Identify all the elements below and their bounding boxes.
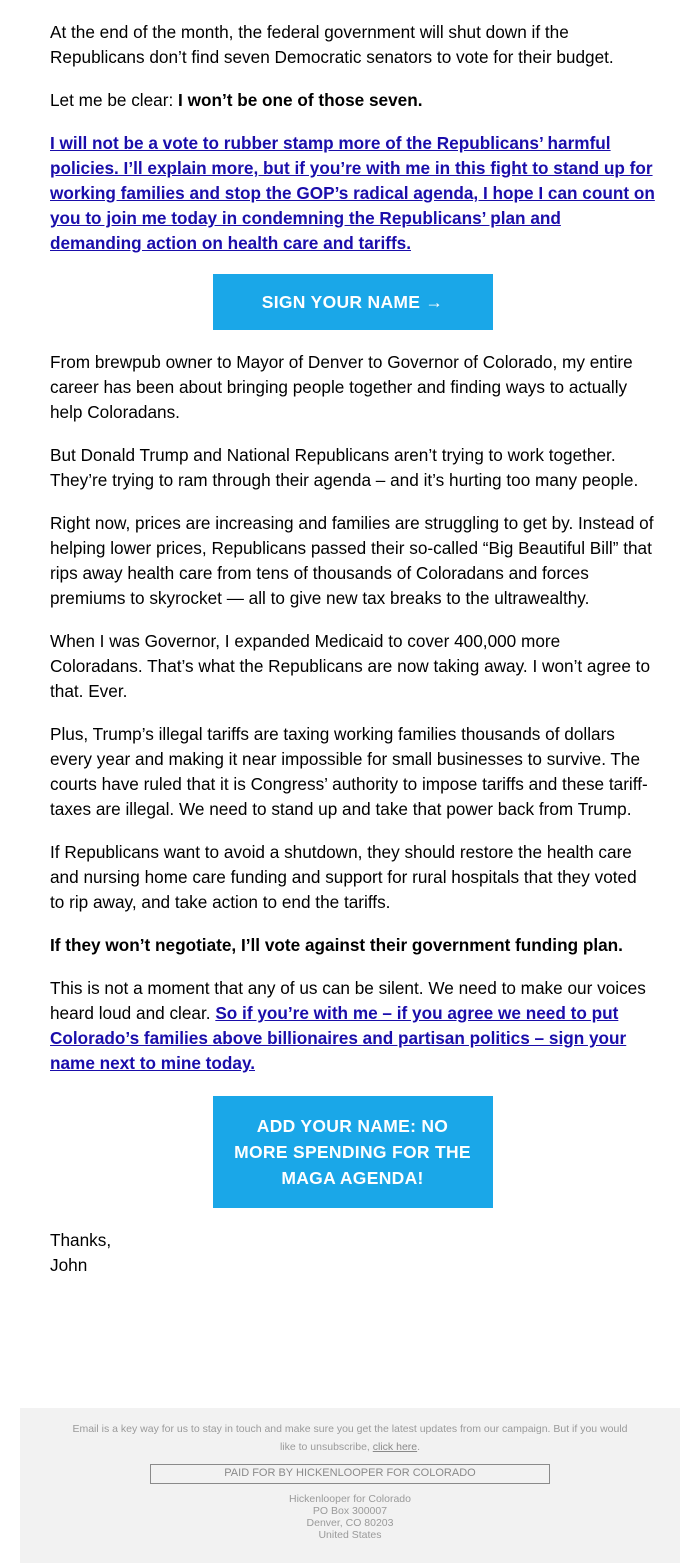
cta-wrap-sign xyxy=(50,274,655,330)
wont-be-one-text: I won’t be one of those seven. xyxy=(178,90,423,110)
sign-off-name: John xyxy=(50,1255,88,1275)
unsubscribe-link[interactable]: click here xyxy=(372,1441,418,1453)
paragraph-medicaid: When I was Governor, I expanded Medicaid to cover 400,000 more Coloradans. That’s what the Republicans are now taking away. I won’t agree to that. Ever. xyxy=(50,631,651,701)
paragraph-trump-republicans: But Donald Trump and National Republicans aren’t trying to work together. They’re trying to ram through their agenda – and it’s hurting too many people. xyxy=(50,445,639,490)
mailing-address xyxy=(20,1493,680,1541)
paragraph-career: From brewpub owner to Mayor of Denver to Governor of Colorado, my entire career has been about bringing people together and finding ways to actually help Coloradans. xyxy=(50,352,633,422)
wont-negotiate-text: If they won’t negotiate, I’ll vote against their government funding plan. xyxy=(50,935,623,955)
add-your-name-button[interactable]: ADD YOUR NAME: NO MORE SPENDING FOR THE MAGA AGENDA! xyxy=(213,1096,493,1208)
sign-your-name-link[interactable]: So if you’re with me – if you agree we need to put Colorado’s families above billionaires and partisan politics – sign your name next to mine today. xyxy=(50,1003,627,1073)
cta-wrap-add-name xyxy=(50,1094,655,1208)
paragraph-not-silent xyxy=(50,976,655,1076)
paragraph-avoid-shutdown: If Republicans want to avoid a shutdown, they should restore the health care and nursing home care funding and support for rural hospitals that they voted to rip away, and take action to end the tariffs. xyxy=(50,842,637,912)
sign-your-name-button[interactable]: SIGN YOUR NAME → xyxy=(213,274,493,330)
paragraph-prices: Right now, prices are increasing and families are struggling to get by. Instead of helping lower prices, Republicans passed their so-called “Big Beautiful Bill” that rips away health care from tens of thousands of Coloradans and forces premiums to skyrocket — all to give new tax breaks to the ultrawealthy. xyxy=(50,513,654,608)
email-footer xyxy=(20,1408,680,1563)
address-country: United States xyxy=(318,1529,382,1541)
sign-off xyxy=(50,1228,655,1278)
paragraph-tariffs: Plus, Trump’s illegal tariffs are taxing working families thousands of dollars every year and making it near impossible for small businesses to survive. The courts have ruled that it is Congress’ authority to impose tariffs and these tariff-taxes are illegal. We need to stand up and take that power back from Trump. xyxy=(50,724,648,819)
unsubscribe-note-text: Email is a key way for us to stay in touch and make sure you get the latest updates from our campaign. But if you would like to unsubscribe, xyxy=(72,1423,628,1453)
let-me-be-clear-text: Let me be clear: xyxy=(50,90,179,110)
sign-off-thanks: Thanks, xyxy=(50,1230,112,1250)
address-city: Denver, CO 80203 xyxy=(306,1517,394,1529)
email-body xyxy=(50,20,655,1278)
paragraph-shutdown: At the end of the month, the federal government will shut down if the Republicans don’t find seven Democratic senators to vote for their budget. xyxy=(50,22,614,67)
paragraph-let-me-be-clear xyxy=(50,88,655,113)
paragraph-wont-negotiate xyxy=(50,933,655,958)
not-silent-text: This is not a moment that any of us can be silent. We need to make our voices heard loud and clear. xyxy=(50,978,646,1023)
address-po-box: PO Box 300007 xyxy=(312,1505,388,1517)
unsubscribe-note-end: . xyxy=(417,1441,421,1453)
unsubscribe-note xyxy=(70,1420,630,1456)
rubber-stamp-link[interactable]: I will not be a vote to rubber stamp more of the Republicans’ harmful policies. I’ll explain more, but if you’re with me in this fight to stand up for working families and stop the GOP’s radical agenda, I hope I can count on you to join me today in condemning the Republicans’ plan and demanding action on health care and tariffs. xyxy=(50,133,655,253)
address-org: Hickenlooper for Colorado xyxy=(289,1493,411,1505)
paid-for-disclaimer: PAID FOR BY HICKENLOOPER FOR COLORADO xyxy=(150,1464,550,1484)
paragraph-rubber-stamp xyxy=(50,131,655,256)
